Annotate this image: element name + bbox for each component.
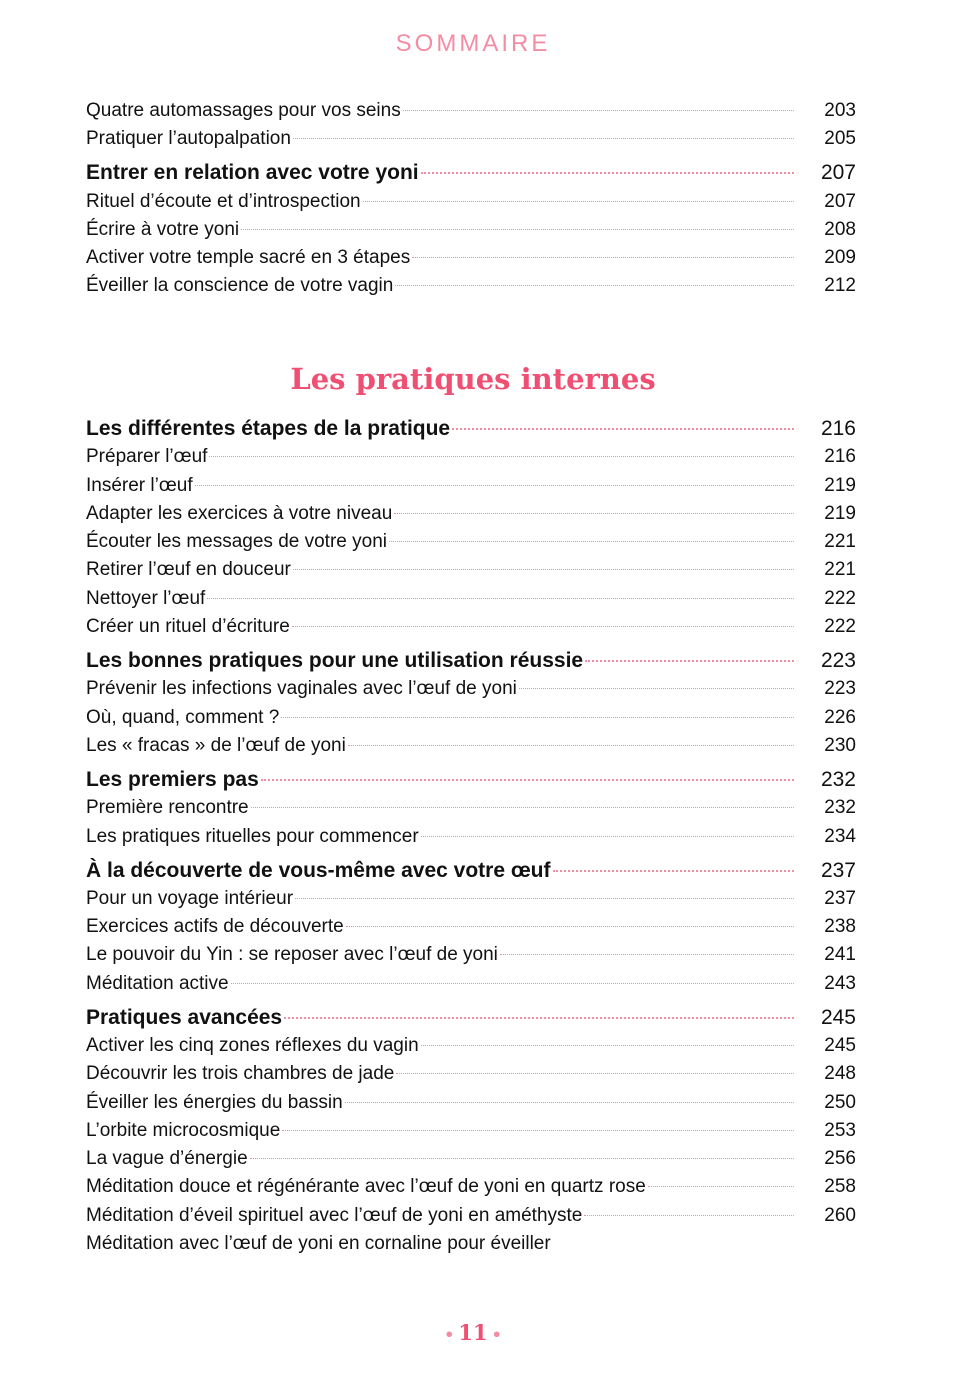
toc-leader-dots (394, 513, 794, 514)
toc-entry-page: 208 (824, 218, 856, 240)
toc-leader-dots (281, 717, 794, 718)
toc-leader-dots (250, 1158, 794, 1159)
toc-entry (86, 941, 856, 969)
toc-entry-page: 260 (824, 1204, 856, 1226)
toc-entry-page: 230 (824, 734, 856, 756)
toc-entry (86, 1145, 856, 1173)
toc-leader-dots (403, 110, 794, 111)
toc-entry (86, 443, 856, 471)
toc-entry (86, 704, 856, 732)
toc-leader-dots (293, 138, 794, 139)
toc-entry-page: 219 (824, 474, 856, 496)
toc-entry-page: 223 (824, 678, 856, 700)
toc-entry-page: 205 (824, 128, 856, 150)
toc-entry-label: Pratiques avancées (86, 1004, 284, 1032)
toc-entry-label: Méditation douce et régénérante avec l’œuf de yoni en quartz rose (86, 1173, 648, 1201)
toc-entry-page: 258 (824, 1176, 856, 1198)
toc-entry-page: 234 (824, 825, 856, 847)
toc-entry (86, 970, 856, 998)
toc-entry-label: Où, quand, comment ? (86, 704, 281, 732)
toc-entry (86, 913, 856, 941)
toc-leader-dots (412, 257, 794, 258)
toc-entry (86, 500, 856, 528)
toc-entry-label: Nettoyer l’œuf (86, 585, 207, 613)
toc-leader-dots (284, 1017, 794, 1019)
toc-entry-label: Les « fracas » de l’œuf de yoni (86, 732, 348, 760)
toc-entry-page: 221 (824, 559, 856, 581)
page-number-value: 11 (458, 1320, 488, 1345)
toc-entry-page: 243 (824, 972, 856, 994)
toc-leader-dots (452, 428, 794, 430)
toc-entry-page: 219 (824, 502, 856, 524)
toc-entry-label: Découvrir les trois chambres de jade (86, 1060, 396, 1088)
toc-leader-dots (584, 1215, 794, 1216)
page-header: SOMMAIRE (395, 30, 551, 57)
toc-entry-page: 209 (824, 247, 856, 269)
toc-entry-page: 232 (820, 767, 856, 791)
toc-leader-dots (585, 660, 794, 662)
toc-entry-label: Insérer l’œuf (86, 472, 195, 500)
toc-entry (86, 528, 856, 556)
toc-entry-label: Rituel d’écoute et d’introspection (86, 188, 363, 216)
toc-leader-dots (519, 688, 794, 689)
toc-entry-page: 237 (820, 858, 856, 882)
toc-entry (86, 585, 856, 613)
part-title: Les pratiques internes (290, 362, 656, 396)
toc-leader-dots (209, 456, 794, 457)
toc-entry-page: 241 (824, 944, 856, 966)
toc-entry (86, 216, 856, 244)
toc-entry (86, 125, 856, 153)
toc-entry (86, 675, 856, 703)
toc-leader-dots (421, 1045, 794, 1046)
toc-leader-dots (500, 954, 794, 955)
toc-leader-dots (553, 870, 795, 872)
toc-entry-page: 256 (824, 1148, 856, 1170)
toc-entry (86, 823, 856, 851)
toc-entry (86, 188, 856, 216)
toc-leader-dots (251, 807, 794, 808)
toc-entry-page: 222 (824, 616, 856, 638)
toc-leader-dots (396, 1073, 794, 1074)
toc-entry-label: Activer les cinq zones réflexes du vagin (86, 1032, 421, 1060)
toc-entry-label: Préparer l’œuf (86, 443, 209, 471)
toc-entry-label: Écrire à votre yoni (86, 216, 241, 244)
toc-entry (86, 1060, 856, 1088)
toc-entry-page: 216 (824, 446, 856, 468)
toc-entry-label: Entrer en relation avec votre yoni (86, 159, 421, 187)
toc-entry-page: 207 (820, 161, 856, 185)
toc-entry-page: 216 (820, 417, 856, 440)
toc-entry-label: Les premiers pas (86, 766, 261, 794)
toc-leader-dots (231, 983, 794, 984)
toc-entry-label: À la découverte de vous-même avec votre œuf (86, 857, 553, 885)
toc-entry-page: 250 (824, 1091, 856, 1113)
toc-section-entry (86, 647, 856, 675)
toc-entry (86, 472, 856, 500)
toc-entry (86, 244, 856, 272)
toc-top-list (86, 97, 856, 301)
toc-entry-label: Retirer l’œuf en douceur (86, 556, 293, 584)
toc-leader-dots (241, 229, 794, 230)
toc-section-entry (86, 1004, 856, 1032)
toc-entry-label: Éveiller les énergies du bassin (86, 1089, 345, 1117)
toc-entry-label: L’orbite microcosmique (86, 1117, 282, 1145)
toc-section-entry (86, 159, 856, 187)
toc-entry-label: Méditation active (86, 970, 231, 998)
toc-entry-label: La vague d’énergie (86, 1145, 250, 1173)
toc-entry-label: Première rencontre (86, 794, 251, 822)
toc-entry-label: Les différentes étapes de la pratique (86, 415, 452, 443)
toc-main-list (86, 415, 856, 1258)
toc-entry (86, 1173, 856, 1201)
toc-entry-page: 237 (824, 887, 856, 909)
toc-entry (86, 732, 856, 760)
toc-entry-page: 238 (824, 916, 856, 938)
toc-entry (86, 1089, 856, 1117)
toc-entry-page: 245 (824, 1034, 856, 1056)
toc-leader-dots (363, 201, 794, 202)
toc-leader-dots (282, 1130, 794, 1131)
toc-leader-dots (395, 285, 794, 286)
toc-entry (86, 556, 856, 584)
toc-leader-dots (348, 745, 794, 746)
toc-entry (86, 1117, 856, 1145)
toc-leader-dots (421, 172, 794, 174)
toc-leader-dots (207, 598, 794, 599)
toc-entry-page: 203 (824, 100, 856, 121)
toc-entry-label: Le pouvoir du Yin : se reposer avec l’œuf de yoni (86, 941, 500, 969)
toc-entry (86, 272, 856, 300)
toc-leader-dots (648, 1186, 794, 1187)
toc-entry (86, 794, 856, 822)
toc-entry-page: 221 (824, 531, 856, 553)
toc-leader-dots (195, 485, 794, 486)
toc-leader-dots (346, 926, 794, 927)
toc-leader-dots (295, 898, 794, 899)
toc-entry-label: Méditation avec l’œuf de yoni en cornaline pour éveiller (86, 1230, 553, 1258)
toc-entry-label: Créer un rituel d’écriture (86, 613, 292, 641)
toc-entry-label: Les bonnes pratiques pour une utilisation réussie (86, 647, 585, 675)
toc-entry-page: 226 (824, 706, 856, 728)
toc-entry-label: Les pratiques rituelles pour commencer (86, 823, 421, 851)
toc-leader-dots (345, 1102, 794, 1103)
toc-entry-label: Éveiller la conscience de votre vagin (86, 272, 395, 300)
toc-entry-page: 222 (824, 587, 856, 609)
toc-entry-label: Pour un voyage intérieur (86, 885, 295, 913)
toc-entry-label: Méditation d’éveil spirituel avec l’œuf de yoni en améthyste (86, 1202, 584, 1230)
toc-section-entry (86, 415, 856, 443)
toc-entry (86, 97, 856, 125)
toc-leader-dots (292, 626, 794, 627)
bullet-right: • (491, 1325, 502, 1344)
toc-leader-dots (293, 569, 794, 570)
toc-section-entry (86, 766, 856, 794)
toc-entry-label: Activer votre temple sacré en 3 étapes (86, 244, 412, 272)
toc-entry (86, 885, 856, 913)
toc-entry-page: 212 (824, 275, 856, 297)
toc-entry-page: 207 (824, 190, 856, 212)
toc-leader-dots (261, 779, 794, 781)
page-number (0, 1320, 946, 1345)
toc-entry-label: Adapter les exercices à votre niveau (86, 500, 394, 528)
toc-entry-label: Pratiquer l’autopalpation (86, 125, 293, 153)
toc-section-entry (86, 857, 856, 885)
toc-entry-label: Quatre automassages pour vos seins (86, 97, 403, 125)
toc-leader-dots (421, 836, 794, 837)
toc-leader-dots (389, 541, 794, 542)
toc-entry-label: Écouter les messages de votre yoni (86, 528, 389, 556)
toc-entry-label: Prévenir les infections vaginales avec l’œuf de yoni (86, 675, 519, 703)
toc-entry (86, 1230, 856, 1258)
toc-entry-page: 232 (824, 797, 856, 819)
toc-entry-page: 248 (824, 1063, 856, 1085)
toc-entry (86, 613, 856, 641)
toc-entry-page: 253 (824, 1119, 856, 1141)
toc-entry (86, 1202, 856, 1230)
toc-entry-page: 245 (820, 1005, 856, 1029)
toc-entry-label: Exercices actifs de découverte (86, 913, 346, 941)
toc-entry-page: 223 (820, 649, 856, 673)
toc-entry (86, 1032, 856, 1060)
bullet-left: • (444, 1325, 455, 1344)
